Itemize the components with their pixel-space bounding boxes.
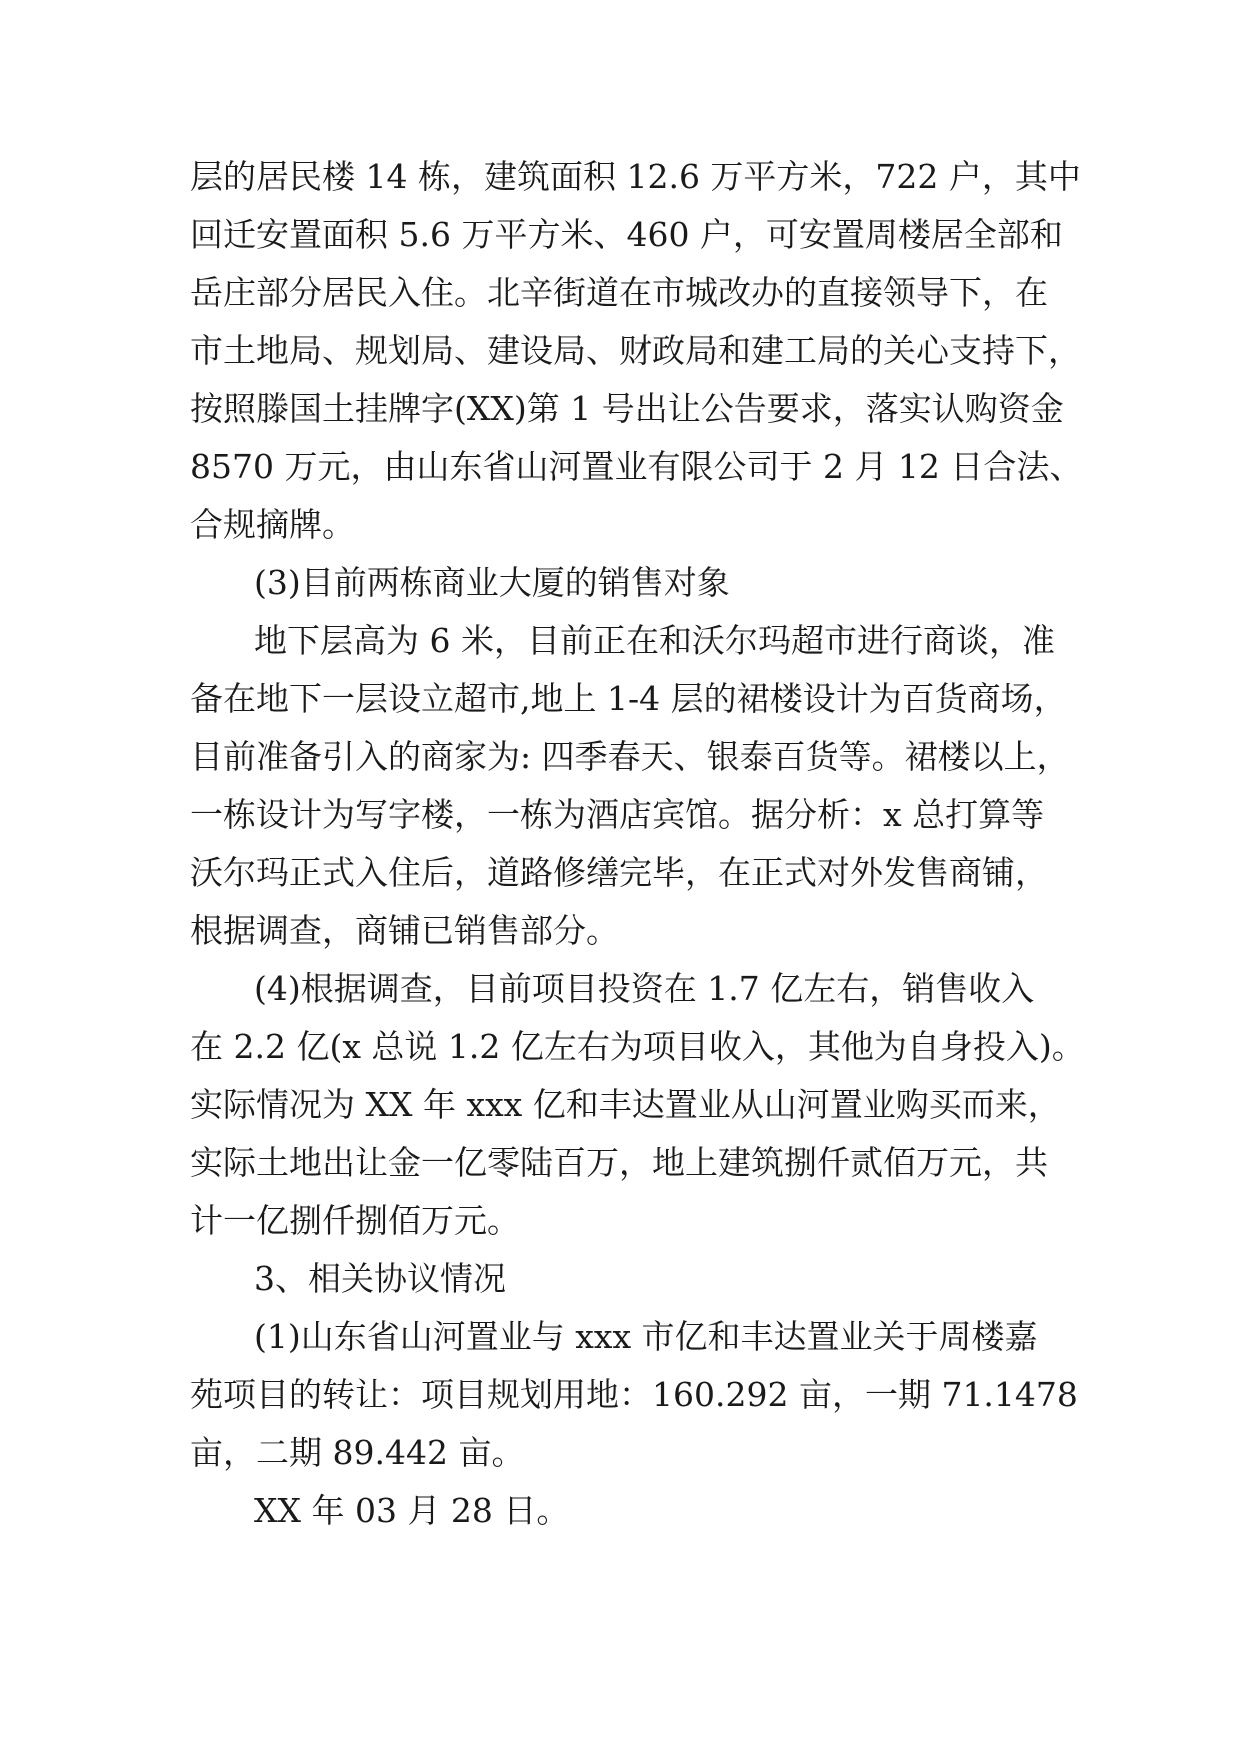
text-line: 亩，二期 89.442 亩。 (190, 1433, 525, 1472)
text-line: 目前准备引入的商家为: 四季春天、银泰百货等。裙楼以上， (190, 737, 1070, 776)
text-line: 合规摘牌。 (190, 505, 355, 544)
text-line: 根据调查，商铺已销售部分。 (190, 911, 619, 950)
paragraph-start-line: (4)根据调查，目前项目投资在 1.7 亿左右，销售收入 (254, 969, 1035, 1008)
section-heading: (3)目前两栋商业大厦的销售对象 (254, 563, 730, 602)
text-line: 在 2.2 亿(x 总说 1.2 亿左右为项目收入，其他为自身投入)。 (190, 1027, 1085, 1066)
paragraph-start-line: 地下层高为 6 米，目前正在和沃尔玛超市进行商谈，准 (254, 621, 1055, 660)
paragraph-start-line: (1)山东省山河置业与 xxx 市亿和丰达置业关于周楼嘉 (254, 1317, 1038, 1356)
text-line: 一栋设计为写字楼，一栋为酒店宾馆。据分析：x 总打算等 (190, 795, 1045, 834)
text-line: 备在地下一层设立超市,地上 1-4 层的裙楼设计为百货商场， (190, 679, 1067, 718)
text-line: 回迁安置面积 5.6 万平方米、460 户，可安置周楼居全部和 (190, 215, 1063, 254)
text-line: 计一亿捌仟捌佰万元。 (190, 1201, 520, 1240)
text-line: 市土地局、规划局、建设局、财政局和建工局的关心支持下， (190, 331, 1081, 370)
text-line: 实际土地出让金一亿零陆百万，地上建筑捌仟贰佰万元，共 (190, 1143, 1048, 1182)
text-line: 层的居民楼 14 栋，建筑面积 12.6 万平方米，722 户，其中 (190, 157, 1081, 196)
text-line: 沃尔玛正式入住后，道路修缮完毕，在正式对外发售商铺， (190, 853, 1048, 892)
section-heading: 3、相关协议情况 (254, 1259, 506, 1298)
date-line: XX 年 03 月 28 日。 (254, 1491, 570, 1530)
text-line: 按照滕国土挂牌字(XX)第 1 号出让公告要求，落实认购资金 (190, 389, 1064, 428)
text-line: 实际情况为 XX 年 xxx 亿和丰达置业从山河置业购买而来， (190, 1085, 1061, 1124)
text-line: 苑项目的转让：项目规划用地：160.292 亩，一期 71.1478 (190, 1375, 1078, 1414)
document-body (190, 148, 1085, 1540)
text-line: 8570 万元，由山东省山河置业有限公司于 2 月 12 日合法、 (190, 447, 1083, 486)
text-line: 岳庄部分居民入住。北辛街道在市城改办的直接领导下，在 (190, 273, 1048, 312)
